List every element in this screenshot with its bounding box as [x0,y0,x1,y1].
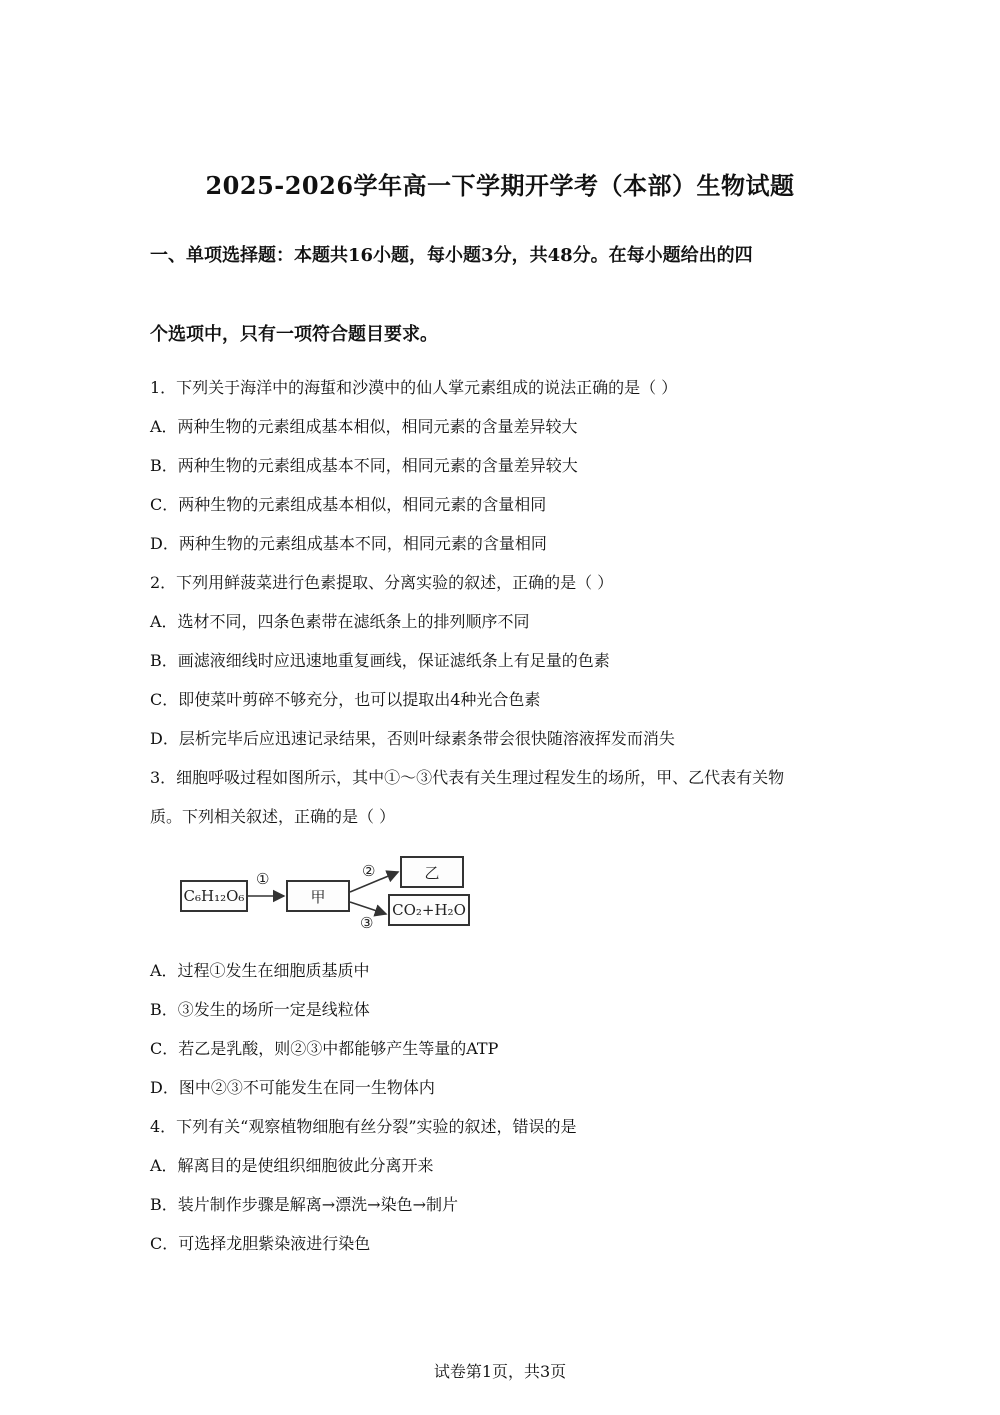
question-3-option-a: A．过程①发生在细胞质基质中 [150,961,370,980]
respiration-diagram [172,852,482,934]
circle-label-1: ① [256,870,270,888]
page-footer: 试卷第1页，共3页 [433,1362,567,1381]
question-4-stem: 4．下列有关“观察植物细胞有丝分裂”实验的叙述，错误的是 [150,1117,577,1136]
question-4-option-b: B．装片制作步骤是解离→漂洗→染色→制片 [150,1195,458,1214]
co2-h2o-box: CO₂+H₂O [388,894,470,926]
question-3-option-d: D．图中②③不可能发生在同一生物体内 [150,1078,435,1097]
question-4-option-a: A．解离目的是使组织细胞彼此分离开来 [150,1156,434,1175]
question-1-option-b: B．两种生物的元素组成基本不同，相同元素的含量差异较大 [150,456,578,475]
section-heading-line-1: 一、单项选择题：本题共16小题，每小题3分，共48分。在每小题给出的四 [150,245,753,266]
section-heading-line-2: 个选项中，只有一项符合题目要求。 [150,324,438,345]
question-3-stem-line-2: 质。下列相关叙述，正确的是（ ） [150,807,396,826]
glucose-box: C₆H₁₂O₆ [180,880,248,912]
question-3-option-b: B．③发生的场所一定是线粒体 [150,1000,370,1019]
question-2-option-a: A．选材不同，四条色素带在滤纸条上的排列顺序不同 [150,612,530,631]
question-2-option-c: C．即使菜叶剪碎不够充分，也可以提取出4种光合色素 [150,690,541,709]
question-2-stem: 2．下列用鲜菠菜进行色素提取、分离实验的叙述，正确的是（ ） [150,573,614,592]
question-3-option-c: C．若乙是乳酸，则②③中都能够产生等量的ATP [150,1039,499,1058]
question-2-option-b: B．画滤液细线时应迅速地重复画线，保证滤纸条上有足量的色素 [150,651,610,670]
question-1-stem: 1．下列关于海洋中的海蜇和沙漠中的仙人掌元素组成的说法正确的是（ ） [150,378,678,397]
question-4-option-c: C．可选择龙胆紫染液进行染色 [150,1234,371,1253]
yi-box: 乙 [400,856,464,888]
question-2-option-d: D．层析完毕后应迅速记录结果，否则叶绿素条带会很快随溶液挥发而消失 [150,729,675,748]
circle-label-2: ② [362,862,376,880]
arrow-3 [350,902,386,914]
question-1-option-a: A．两种生物的元素组成基本相似，相同元素的含量差异较大 [150,417,578,436]
question-1-option-c: C．两种生物的元素组成基本相似，相同元素的含量相同 [150,495,547,514]
question-1-option-d: D．两种生物的元素组成基本不同，相同元素的含量相同 [150,534,547,553]
jia-box: 甲 [286,880,350,912]
question-3-stem-line-1: 3．细胞呼吸过程如图所示，其中①～③代表有关生理过程发生的场所，甲、乙代表有关物 [150,768,785,787]
circle-label-3: ③ [360,914,374,932]
page-title: 2025-2026学年高一下学期开学考（本部）生物试题 [205,171,795,200]
